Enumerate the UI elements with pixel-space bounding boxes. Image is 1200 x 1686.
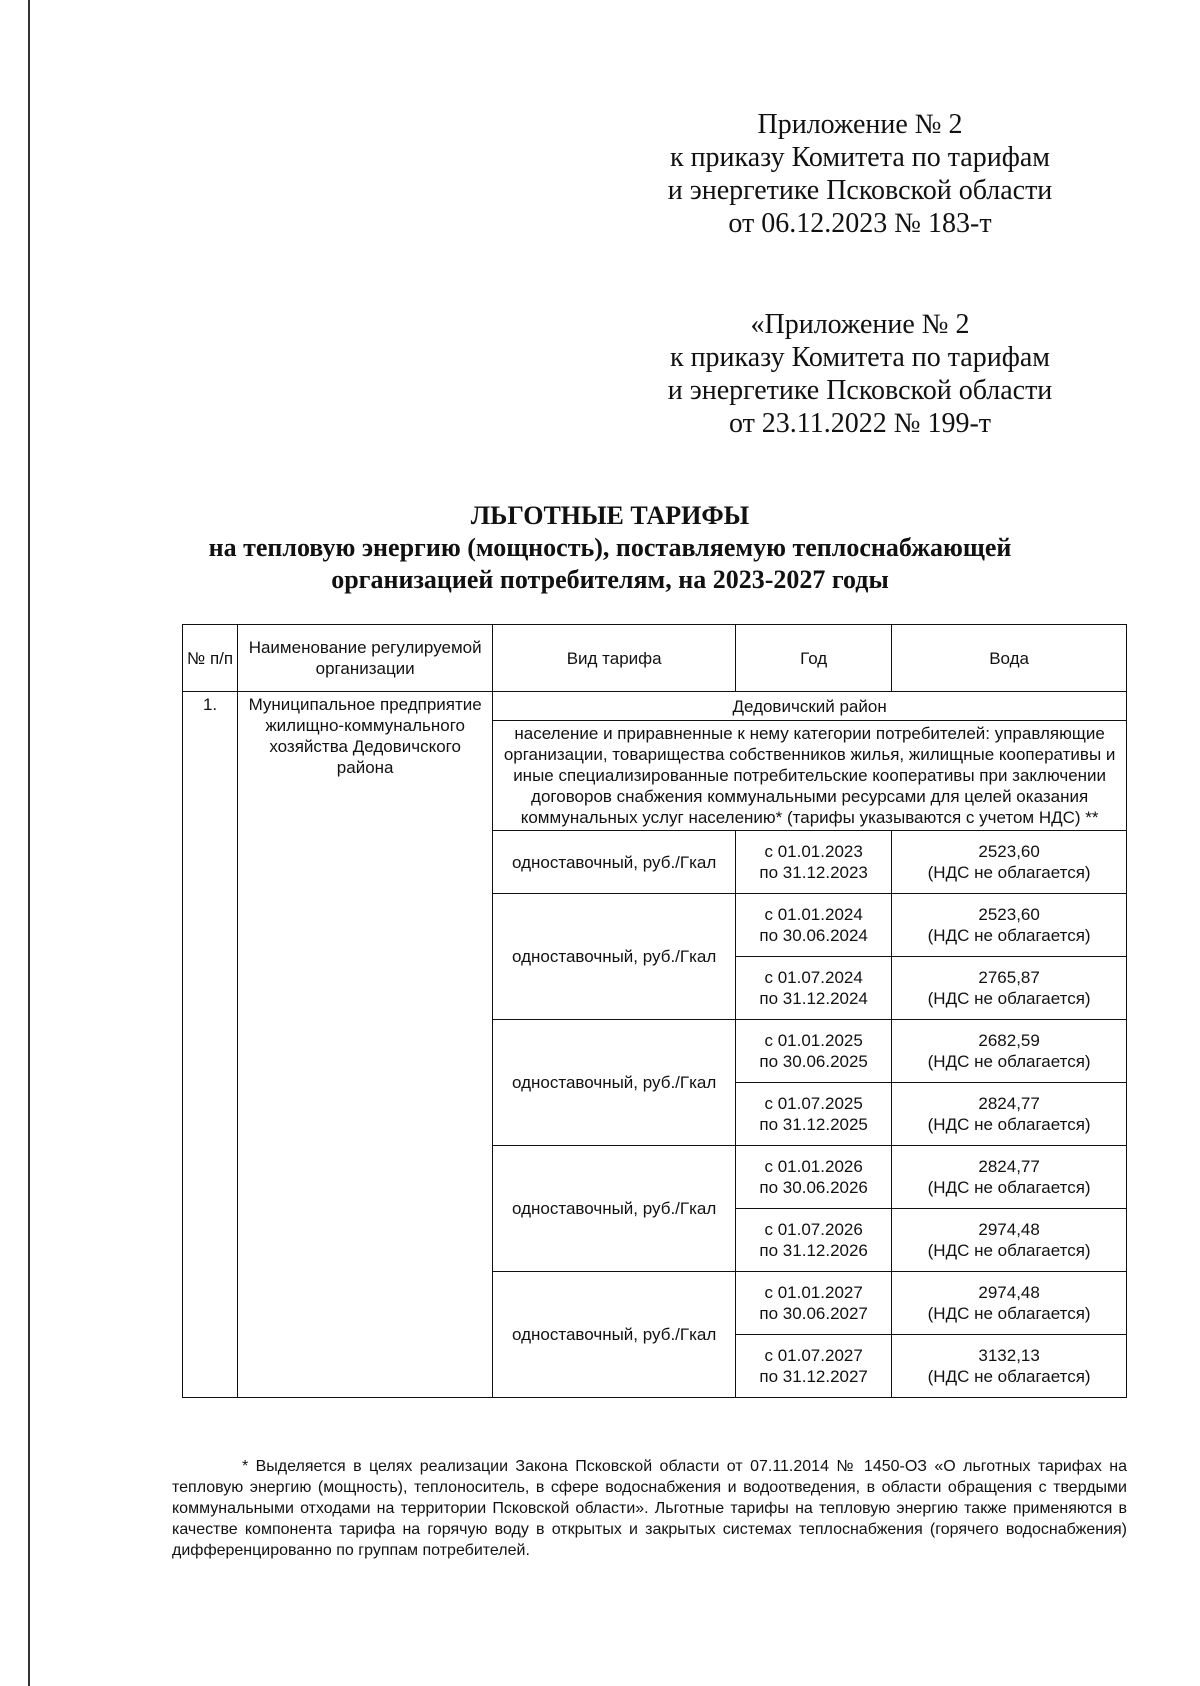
appendix-header-previous xyxy=(590,308,1130,440)
water-cell xyxy=(892,957,1127,1020)
tariff-value: 2523,60 xyxy=(978,905,1040,924)
tariff-value: 2824,77 xyxy=(978,1157,1040,1176)
water-cell xyxy=(892,1335,1127,1398)
period-cell xyxy=(736,1020,892,1083)
period-cell xyxy=(736,1209,892,1272)
period-to: по 31.12.2024 xyxy=(759,989,868,1008)
period-cell xyxy=(736,831,892,894)
period-cell xyxy=(736,1335,892,1398)
period-from: с 01.07.2024 xyxy=(764,968,863,987)
period-to: по 31.12.2023 xyxy=(759,863,868,882)
period-from: с 01.01.2026 xyxy=(764,1157,863,1176)
vat-note: (НДС не облагается) xyxy=(927,926,1091,945)
tariff-value: 2765,87 xyxy=(978,968,1040,987)
appendix-header-current xyxy=(590,108,1130,240)
period-from: с 01.01.2024 xyxy=(764,905,863,924)
title-line-2: на тепловую энергию (мощность), поставляемую теплоснабжающей xyxy=(208,533,1012,562)
period-cell xyxy=(736,1272,892,1335)
vat-note: (НДС не облагается) xyxy=(927,1367,1091,1386)
appendix-title: «Приложение № 2 xyxy=(750,309,970,340)
organization-name: Муниципальное предприятие жилищно-коммунального хозяйства Дедовичского района xyxy=(238,692,493,1398)
district-row xyxy=(183,692,1127,721)
scan-edge-line xyxy=(28,0,30,1686)
tariff-type: одноставочный, руб./Гкал xyxy=(493,1020,736,1146)
water-cell xyxy=(892,1272,1127,1335)
vat-note: (НДС не облагается) xyxy=(927,1241,1091,1260)
period-from: с 01.01.2025 xyxy=(764,1031,863,1050)
vat-note: (НДС не облагается) xyxy=(927,1115,1091,1134)
tariff-type: одноставочный, руб./Гкал xyxy=(493,831,736,894)
footnote: * Выделяется в целях реализации Закона Псковской области от 07.11.2014 № 1450-ОЗ «О льготных тарифах на тепловую энергию (мощность), теплоноситель, в сфере водоснабжения и водоотведения, в области обращения с твердыми коммунальными отходами на территории Псковской области». Льготные тарифы на тепловую энергию также применяются в качестве компонента тарифа на горячую воду в открытых и закрытых системах теплоснабжения (горячего водоснабжения) дифференцированно по группам потребителей. xyxy=(172,1458,1127,1559)
water-cell xyxy=(892,1209,1127,1272)
period-from: с 01.07.2026 xyxy=(764,1220,863,1239)
vat-note: (НДС не облагается) xyxy=(927,1304,1091,1323)
tariff-value: 2974,48 xyxy=(978,1283,1040,1302)
tariff-value: 3132,13 xyxy=(978,1346,1040,1365)
period-from: с 01.01.2027 xyxy=(764,1283,863,1302)
period-to: по 30.06.2025 xyxy=(759,1052,868,1071)
tariff-value: 2682,59 xyxy=(978,1031,1040,1050)
period-cell xyxy=(736,1083,892,1146)
appendix-title: Приложение № 2 xyxy=(757,109,963,140)
period-cell xyxy=(736,957,892,1020)
tariff-value: 2974,48 xyxy=(978,1220,1040,1239)
period-to: по 30.06.2027 xyxy=(759,1304,868,1323)
water-cell xyxy=(892,1020,1127,1083)
period-from: с 01.07.2025 xyxy=(764,1094,863,1113)
appendix-date-line: от 23.11.2022 № 199-т xyxy=(728,408,992,439)
period-to: по 30.06.2026 xyxy=(759,1178,868,1197)
table-header-row xyxy=(183,625,1127,692)
tariff-value: 2523,60 xyxy=(978,842,1040,861)
period-from: с 01.07.2027 xyxy=(764,1346,863,1365)
consumer-category: население и приравненные к нему категории потребителей: управляющие организации, товарищества собственников жилья, жилищные кооперативы и иные специализированные потребительские кооперативы при заключении договоров снабжения коммунальными ресурсами для целей оказания коммунальных услуг населению* (тарифы указываются с учетом НДС) ** xyxy=(493,721,1127,831)
water-cell xyxy=(892,1083,1127,1146)
header-num: № п/п xyxy=(183,625,238,692)
document-title xyxy=(130,500,1090,596)
water-cell xyxy=(892,831,1127,894)
appendix-committee-line: и энергетике Псковской области xyxy=(667,375,1053,406)
water-cell xyxy=(892,894,1127,957)
header-org: Наименование регулируемой организации xyxy=(238,625,493,692)
row-number: 1. xyxy=(183,692,238,1398)
tariff-type: одноставочный, руб./Гкал xyxy=(493,894,736,1020)
tariffs-table xyxy=(182,624,1127,1398)
appendix-date-line: от 06.12.2023 № 183-т xyxy=(728,208,992,239)
tariff-value: 2824,77 xyxy=(978,1094,1040,1113)
appendix-order-line: к приказу Комитета по тарифам xyxy=(669,342,1051,373)
header-water: Вода xyxy=(892,625,1127,692)
vat-note: (НДС не облагается) xyxy=(927,989,1091,1008)
title-line-3: организацией потребителям, на 2023-2027 годы xyxy=(331,565,889,594)
vat-note: (НДС не облагается) xyxy=(927,1052,1091,1071)
vat-note: (НДС не облагается) xyxy=(927,863,1091,882)
period-to: по 31.12.2025 xyxy=(759,1115,868,1134)
period-to: по 31.12.2027 xyxy=(759,1367,868,1386)
period-cell xyxy=(736,894,892,957)
period-cell xyxy=(736,1146,892,1209)
district-name: Дедовичский район xyxy=(493,692,1127,721)
period-to: по 30.06.2024 xyxy=(759,926,868,945)
tariff-type: одноставочный, руб./Гкал xyxy=(493,1272,736,1398)
water-cell xyxy=(892,1146,1127,1209)
header-year: Год xyxy=(736,625,892,692)
period-to: по 31.12.2026 xyxy=(759,1241,868,1260)
tariff-type: одноставочный, руб./Гкал xyxy=(493,1146,736,1272)
appendix-order-line: к приказу Комитета по тарифам xyxy=(669,142,1051,173)
vat-note: (НДС не облагается) xyxy=(927,1178,1091,1197)
period-from: с 01.01.2023 xyxy=(764,842,863,861)
title-line-1: ЛЬГОТНЫЕ ТАРИФЫ xyxy=(470,501,750,530)
appendix-committee-line: и энергетике Псковской области xyxy=(667,175,1053,206)
header-type: Вид тарифа xyxy=(493,625,736,692)
